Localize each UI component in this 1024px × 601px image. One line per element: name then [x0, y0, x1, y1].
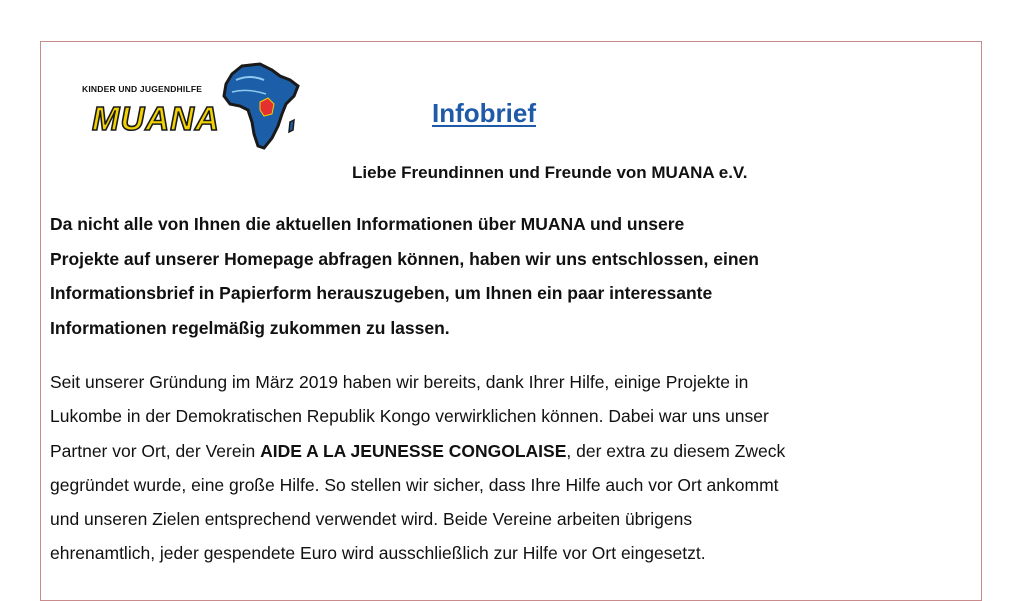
body-text-segment: Partner vor Ort, der Verein	[50, 440, 261, 461]
body-line: und unseren Zielen entsprechend verwendet wird. Beide Vereine arbeiten übrigens	[50, 509, 693, 530]
intro-paragraph	[50, 207, 960, 346]
body-line: Seit unserer Gründung im März 2019 haben wir bereits, dank Ihrer Hilfe, einige Projekte in	[50, 372, 749, 392]
document-title: Infobrief	[432, 98, 536, 128]
muana-logo	[80, 62, 302, 152]
partner-organization-name: AIDE A LA JEUNESSE CONGOLAISE	[260, 440, 567, 461]
intro-line: Informationsbrief in Papierform herauszugeben, um Ihnen ein paar interessante	[50, 283, 713, 304]
intro-line: Da nicht alle von Ihnen die aktuellen Informationen über MUANA und unsere	[50, 214, 685, 234]
intro-line: Informationen regelmäßig zukommen zu lassen.	[50, 318, 450, 339]
body-line: gegründet wurde, eine große Hilfe. So stellen wir sicher, dass Ihre Hilfe auch vor Ort ankommt	[50, 474, 779, 495]
body-line: Lukombe in der Demokratischen Republik Kongo verwirklichen können. Dabei war uns unser	[50, 406, 769, 427]
africa-map-icon	[220, 62, 302, 152]
body-text-segment: , der extra zu diesem Zweck	[566, 440, 786, 461]
logo-wordmark: MUANA	[92, 100, 220, 137]
body-paragraph	[50, 365, 975, 571]
logo-tagline: KINDER UND JUGENDHILFE	[82, 84, 203, 94]
intro-line: Projekte auf unserer Homepage abfragen können, haben wir uns entschlossen, einen	[50, 248, 759, 269]
body-line	[50, 434, 975, 468]
greeting-line: Liebe Freundinnen und Freunde von MUANA e.V.	[352, 163, 748, 182]
body-line: ehrenamtlich, jeder gespendete Euro wird ausschließlich zur Hilfe vor Ort eingesetzt.	[50, 543, 706, 564]
